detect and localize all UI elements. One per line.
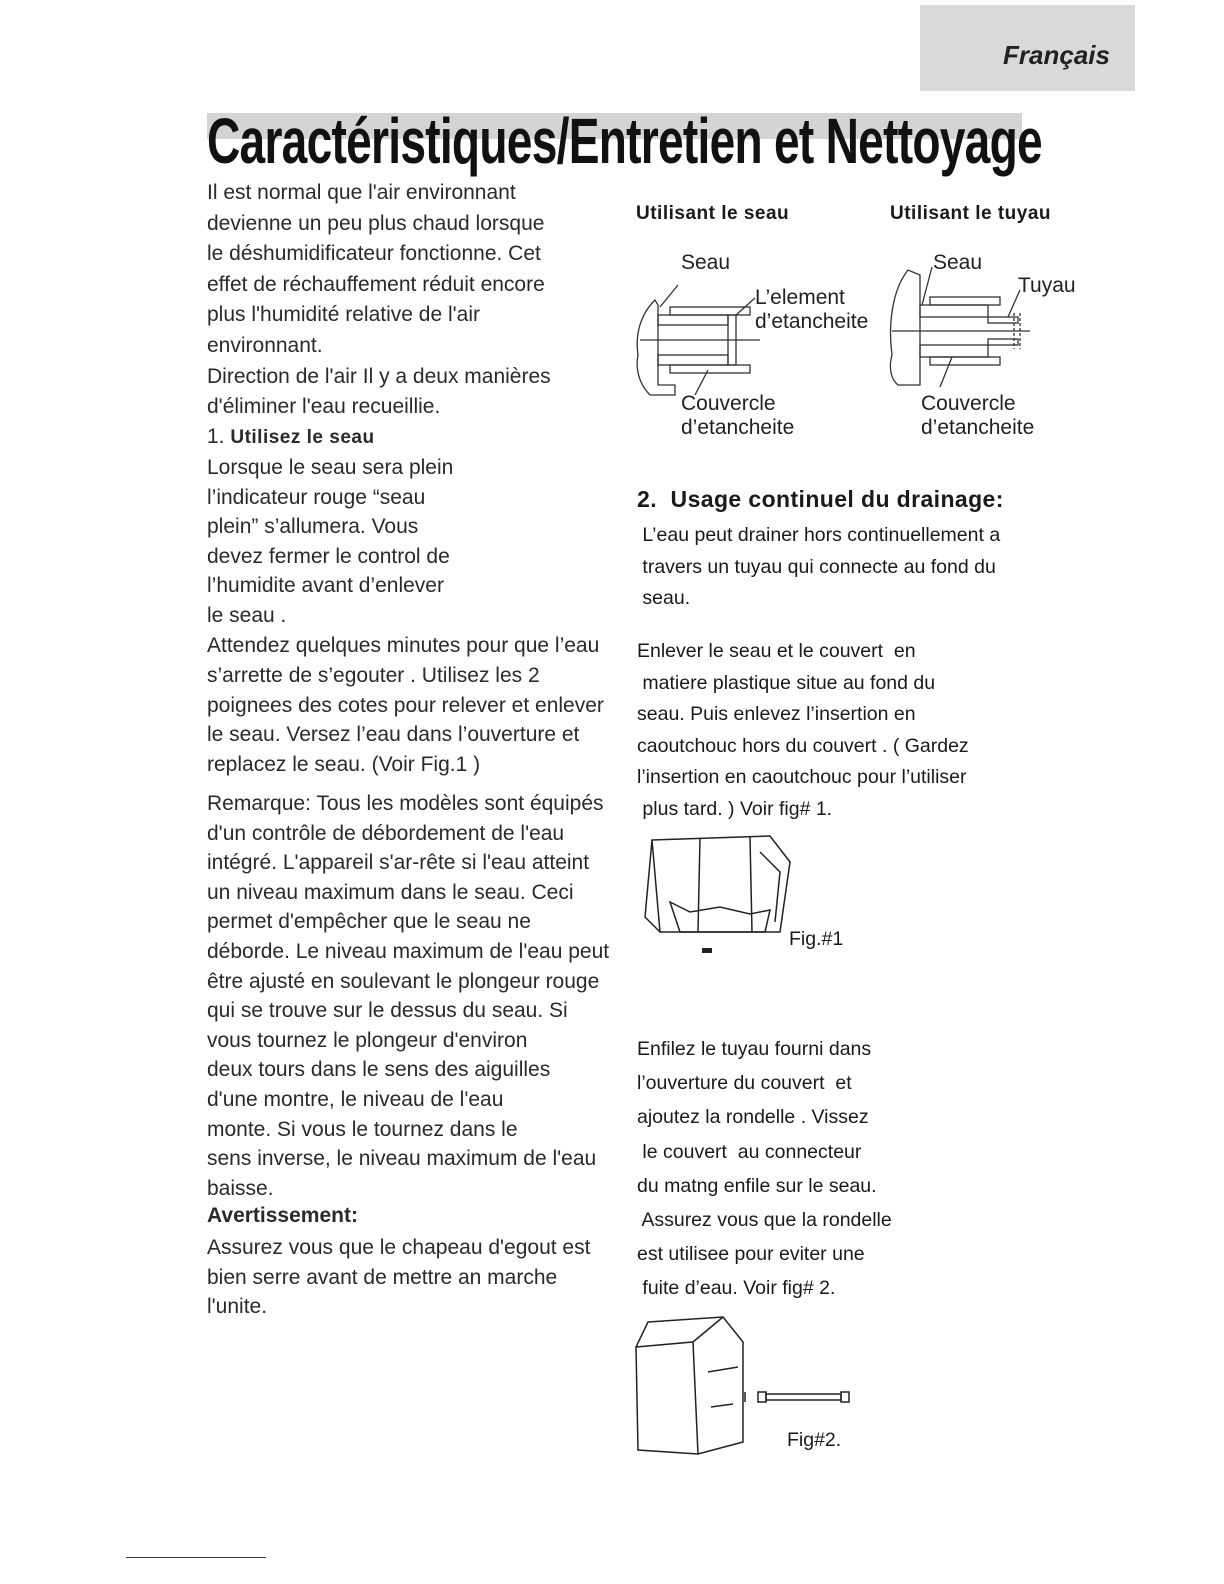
- text-line: l’insertion en caoutchouc pour l’utiliser: [637, 766, 967, 788]
- label-element: [755, 286, 868, 334]
- text-line: replacez le seau. (Voir Fig.1 ): [207, 753, 481, 777]
- label-seau-1: Seau: [681, 251, 731, 274]
- text-line: vous tournez le plongeur d'environ: [207, 1028, 528, 1052]
- para2: [637, 636, 969, 825]
- warning-title: Avertissement:: [207, 1204, 358, 1227]
- text-line: d'éliminer l'eau recueillie.: [207, 395, 441, 419]
- fig2-label: Fig#2.: [787, 1429, 842, 1451]
- text-line: le seau. Versez l’eau dans l’ouverture et: [207, 723, 580, 747]
- text-line: seau.: [637, 587, 691, 609]
- text-line: un niveau maximum dans le seau. Ceci: [207, 880, 574, 904]
- step1-text: [207, 453, 627, 631]
- text-line: baisse.: [207, 1176, 274, 1200]
- intro-paragraph: [207, 178, 627, 423]
- text-line: est utilisee pour eviter une: [637, 1243, 865, 1266]
- page-title: Caractéristiques/Entretien et Nettoyage: [207, 105, 1042, 177]
- label-tuyau: Tuyau: [1018, 274, 1076, 297]
- text-line: Couvercle: [681, 392, 776, 415]
- label-seau-2: Seau: [933, 251, 983, 274]
- text-line: travers un tuyau qui connecte au fond du: [637, 555, 996, 578]
- text-line: Il est normal que l'air environnant: [207, 181, 516, 204]
- fig1-illustration: [640, 832, 805, 957]
- text-line: l’ouverture du couvert et: [637, 1072, 852, 1095]
- text-line: devienne un peu plus chaud lorsque: [207, 211, 545, 235]
- text-line: du matng enfile sur le seau.: [637, 1174, 877, 1197]
- text-line: d’etancheite: [921, 416, 1035, 439]
- text-line: qui se trouve sur le dessus du seau. Si: [207, 999, 568, 1023]
- text-line: le déshumidificateur fonctionne. Cet: [207, 242, 541, 266]
- text-line: plus tard. ) Voir fig# 1.: [637, 797, 833, 820]
- text-line: fuite d’eau. Voir fig# 2.: [637, 1277, 836, 1300]
- text-line: d'une montre, le niveau de l'eau: [207, 1087, 504, 1111]
- step-title: Utilisez le seau: [230, 427, 375, 448]
- text-line: permet d'empêcher que le seau ne: [207, 910, 531, 934]
- fig1-label: Fig.#1: [789, 928, 844, 950]
- language-label: Français: [1003, 40, 1110, 70]
- text-line: caoutchouc hors du couvert . ( Gardez: [637, 734, 969, 757]
- text-line: monte. Si vous le tournez dans le: [207, 1117, 518, 1141]
- text-line: Direction de l'air Il y a deux manières: [207, 364, 551, 388]
- remark-text: [207, 789, 627, 1203]
- text-line: Assurez vous que la rondelle: [637, 1209, 892, 1232]
- text-line: Attendez quelques minutes pour que l’eau: [207, 634, 600, 657]
- text-line: environnant.: [207, 333, 323, 357]
- text-line: l’humidite avant d’enlever: [207, 574, 444, 598]
- step-number: 1.: [207, 425, 225, 448]
- footer-rule: [126, 1557, 266, 1558]
- text-line: le seau .: [207, 603, 287, 627]
- wait-text: [207, 631, 627, 780]
- section2-title: 2. Usage continuel du drainage:: [637, 486, 1004, 512]
- text-line: d’etancheite: [755, 310, 869, 333]
- para1: [637, 520, 1000, 615]
- bucket-seal-diagram: [637, 285, 760, 395]
- text-line: matiere plastique situe au fond du: [637, 671, 936, 694]
- warning-text: [207, 1233, 627, 1322]
- text-line: être ajusté en soulevant le plongeur rouge: [207, 969, 600, 993]
- text-line: Assurez vous que le chapeau d'egout est: [207, 1236, 591, 1259]
- text-line: devez fermer le control de: [207, 544, 450, 568]
- text-line: poignees des cotes pour relever et enlever: [207, 693, 604, 717]
- text-line: d’etancheite: [681, 416, 795, 439]
- label-couvercle-2: [921, 392, 1034, 440]
- text-line: déborde. Le niveau maximum de l'eau peut: [207, 939, 610, 963]
- text-line: d'un contrôle de débordement de l'eau: [207, 821, 565, 845]
- text-line: Lorsque le seau sera plein: [207, 456, 454, 479]
- text-line: L’element: [755, 286, 845, 309]
- text-line: L’eau peut drainer hors continuellement a: [637, 524, 1001, 546]
- text-line: Enfilez le tuyau fourni dans: [637, 1038, 872, 1060]
- text-line: Couvercle: [921, 392, 1016, 415]
- text-line: seau. Puis enlevez l’insertion en: [637, 703, 916, 725]
- para3: [637, 1032, 892, 1306]
- diagram1-title: Utilisant le seau: [636, 203, 790, 224]
- text-line: deux tours dans le sens des aiguilles: [207, 1058, 551, 1082]
- text-line: plein” s’allumera. Vous: [207, 515, 419, 539]
- diagram2-title: Utilisant le tuyau: [890, 203, 1052, 224]
- step1-heading: [207, 423, 627, 452]
- text-line: Remarque: Tous les modèles sont équipés: [207, 792, 604, 815]
- text-line: bien serre avant de mettre an marche: [207, 1265, 558, 1289]
- text-line: le couvert au connecteur: [637, 1140, 862, 1163]
- text-line: l’indicateur rouge “seau: [207, 485, 426, 509]
- text-line: intégré. L'appareil s'ar-rête si l'eau atteint: [207, 851, 590, 875]
- text-line: ajoutez la rondelle . Vissez: [637, 1106, 869, 1129]
- text-line: effet de réchauffement réduit encore: [207, 272, 545, 296]
- text-line: Enlever le seau et le couvert en: [637, 640, 916, 662]
- text-line: sens inverse, le niveau maximum de l'eau: [207, 1147, 597, 1171]
- text-line: l'unite.: [207, 1295, 268, 1319]
- text-line: s’arrette de s’egouter . Utilisez les 2: [207, 663, 540, 687]
- label-couvercle-1: [681, 392, 794, 440]
- hose-seal-diagram: [890, 267, 1030, 387]
- text-line: plus l'humidité relative de l'air: [207, 303, 480, 327]
